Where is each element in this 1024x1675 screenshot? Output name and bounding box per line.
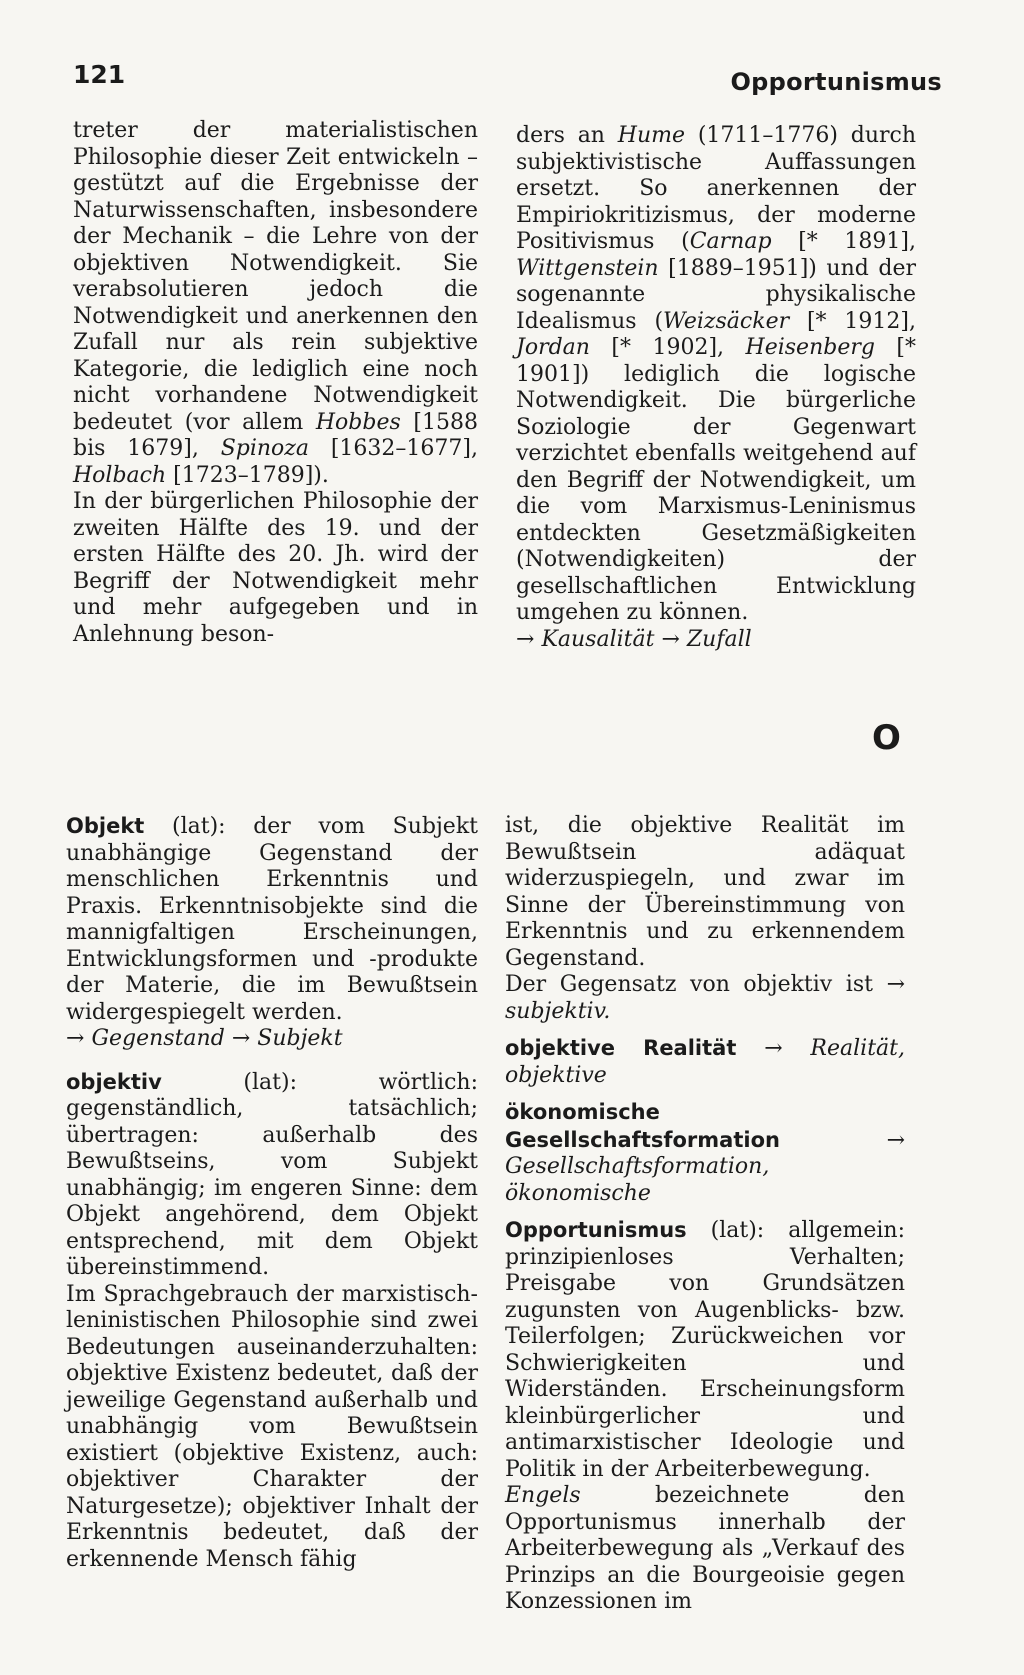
- entries-right-column: [505, 813, 905, 1616]
- ref-zufall[interactable]: Zufall: [686, 626, 752, 652]
- dates-hobbes: [1588 bis 1679],: [73, 409, 478, 461]
- name-heisenberg: Heisenberg: [745, 335, 875, 360]
- entry-text: [505, 1099, 905, 1207]
- body-text: [* 1891],: [771, 229, 916, 254]
- ref-subjekt[interactable]: Subjekt: [257, 1026, 343, 1051]
- arrow-icon: →: [66, 1026, 85, 1051]
- ref-kausalitaet[interactable]: Kausalität: [541, 626, 655, 652]
- body-text: ders an: [516, 123, 618, 148]
- body-text: (lat): der vom Subjekt unabhängige Gegenstand der menschlichen Erkenntnis und Praxis. Erkenntnisobjekte sind die mannigfaltigen Erscheinungen, Entwicklungsformen und -produkte der Materie, die im Bewußtsein widergespiegelt werden.: [66, 814, 478, 1025]
- body-text: [* 1902],: [589, 335, 746, 360]
- arrow-icon: →: [764, 1036, 783, 1061]
- body-text: [* 1901]) lediglich die logische Notwendigkeit. Die bürgerliche Soziologie der Gegenwart verzichtet ebenfalls weitgehend auf den Begriff der Notwendigkeit, um die vom Marxismus-Leninismus entdeckten Gesetzmäßigkeiten (Notwendigkeiten) der gesellschaftlichen Entwicklung umgehen zu können.: [516, 335, 916, 625]
- name-jordan: Jordan: [516, 335, 590, 360]
- entry-text: [505, 1217, 905, 1483]
- cross-reference: [516, 627, 916, 654]
- arrow-icon: →: [231, 1026, 251, 1051]
- body-text: treter der materialistischen Philosophie dieser Zeit entwickeln – gestützt auf die Ergebnisse der Naturwissenschaften, insbesondere der Mechanik – die Lehre von der objektiven Notwendigkeit. Sie verabsolutieren jedoch die Notwendigkeit und anerkennen den Zufall nur als rein subjektive Kategorie, die lediglich eine noch nicht vorhandene Notwendigkeit bedeutet (vor allem: [73, 118, 478, 435]
- body-text: [1889–1951]) und der sogenannte physikalische Idealismus (: [516, 255, 916, 334]
- body-text: (lat): allgemein: prinzipienloses Verhalten; Preisgabe von Grundsätzen zugunsten von Augenblicks- bzw. Teilerfolgen; Zurückweichen vor Schwierigkeiten und Widerständen. Erscheinungsform kleinbürgerlicher und antimarxistischer Ideologie und Politik in der Arbeiterbewegung.: [505, 1218, 905, 1482]
- ref-gegenstand[interactable]: Gegenstand: [91, 1026, 225, 1051]
- entry-oekonomische-gesellschaftsformation: [505, 1099, 905, 1207]
- dates-holbach: [1723–1789]).: [166, 462, 329, 488]
- entry-objektiv-continued: [505, 972, 905, 1025]
- headword-opportunismus: Opportunismus: [505, 1218, 687, 1242]
- name-spinoza: Spinoza: [220, 436, 309, 461]
- name-wittgenstein: Wittgenstein: [516, 255, 659, 281]
- cross-reference: [66, 1026, 478, 1053]
- body-text: (lat): wörtlich: gegenständlich, tatsächlich; übertragen: außerhalb des Bewußtseins, vom Subjekt unabhängig; im engeren Sinne: dem Objekt angehörend, dem Objekt entsprechend, mit dem Objekt übereinstimmend.: [66, 1069, 478, 1280]
- body-text: [* 1912],: [789, 308, 916, 334]
- headword-objektive-realitaet: objektive Realität: [505, 1036, 737, 1060]
- entry-objekt: [66, 813, 478, 1053]
- body-text: (1711–1776) durch subjektivistische Auffassungen ersetzt. So anerkennen der Empiriokritizismus, der moderne Positivismus (: [516, 123, 917, 254]
- name-hobbes: Hobbes: [315, 409, 401, 435]
- dates-spinoza: [1632–1677],: [309, 436, 478, 461]
- continued-entry-left-column: [73, 118, 478, 648]
- entry-objektiv: [66, 1069, 478, 1574]
- ref-subjektiv[interactable]: subjektiv.: [505, 998, 611, 1024]
- entry-objektive-realitaet: [505, 1035, 905, 1089]
- continued-paragraph-2: In der bürgerlichen Philosophie der zweiten Hälfte des 19. und der ersten Hälfte des 20. Jh. wird der Begriff der Notwendigkeit mehr und mehr aufgegeben und in Anlehnung beson-: [73, 489, 478, 647]
- entry-text: [505, 1035, 905, 1089]
- ref-gesellschaftsformation[interactable]: Gesellschaftsformation, ökonomische: [505, 1154, 770, 1206]
- entry-objektiv-continued: ist, die objektive Realität im Bewußtsein adäquat widerzuspiegeln, und zwar im Sinne der Übereinstimmung von Erkenntnis und zu erkennendem Gegenstand.: [505, 813, 905, 971]
- body-text: Der Gegensatz von objektiv ist: [505, 972, 887, 997]
- page-number: 121: [73, 60, 126, 89]
- running-head: Opportunismus: [730, 68, 942, 96]
- ref-realitaet-objektive[interactable]: Realität, objektive: [505, 1036, 905, 1088]
- arrow-icon: →: [516, 626, 535, 652]
- arrow-icon: →: [661, 626, 680, 652]
- entries-left-column: [66, 813, 478, 1573]
- entry-opportunismus: [505, 1217, 905, 1616]
- entry-text: Im Sprachgebrauch der marxistisch-leninistischen Philosophie sind zwei Bedeutungen auseinanderzuhalten: objektive Existenz bedeutet, daß der jeweilige Gegenstand außerhalb und unabhängig vom Bewußtsein existiert (objektive Existenz, auch: objektiver Charakter der Naturgesetze); objektiver Inhalt der Erkenntnis bedeutet, daß der erkennende Mensch fähig: [66, 1281, 478, 1572]
- name-engels: Engels: [505, 1483, 581, 1508]
- headword-oekonomische-gesellschaftsformation: ökonomische Gesellschaftsformation: [505, 1100, 780, 1152]
- entry-text: [505, 1483, 905, 1616]
- name-weizsaecker: Weizsäcker: [663, 308, 790, 334]
- continued-paragraph-1: [73, 118, 478, 489]
- headword-objektiv: objektiv: [66, 1069, 162, 1094]
- arrow-icon: →: [886, 972, 905, 997]
- headword-objekt: Objekt: [66, 814, 145, 838]
- name-holbach: Holbach: [73, 462, 167, 488]
- continued-entry-right-column: [516, 123, 916, 653]
- name-hume: Hume: [617, 123, 686, 148]
- name-carnap: Carnap: [689, 229, 772, 254]
- continued-paragraph-3: [516, 123, 916, 627]
- body-text: bezeichnete den Opportunismus innerhalb der Arbeiterbewegung als „Verkauf des Prinzips an die Bourgeoisie gegen Konzessionen im: [505, 1483, 905, 1614]
- section-letter: O: [872, 718, 901, 758]
- arrow-icon: →: [886, 1127, 905, 1153]
- entry-text: [66, 813, 478, 1026]
- entry-text: [66, 1069, 478, 1282]
